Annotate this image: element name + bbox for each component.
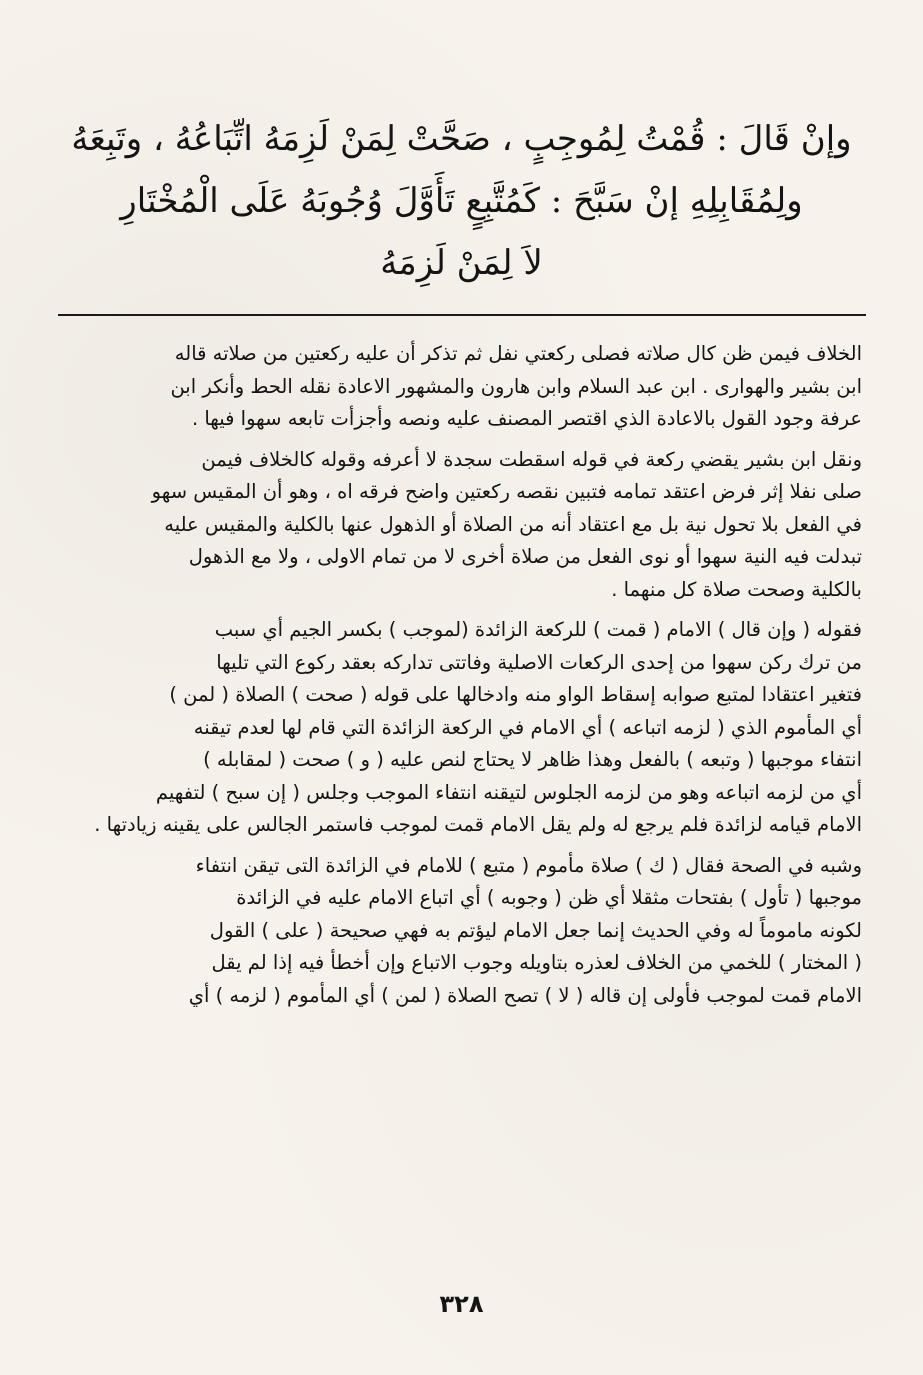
commentary-line: ابن بشير والهوارى . ابن عبد السلام وابن هارون والمشهور الاعادة نقله الحط وأنكر ابن	[170, 374, 862, 398]
commentary-line: انتفاء موجبها ( وتبعه ) بالفعل وهذا ظاهر لا يحتاج لنص عليه ( و ) صحت ( لمقابله )	[203, 748, 862, 771]
paragraph-gap	[62, 436, 862, 444]
commentary-line: أي المأموم الذي ( لزمه اتباعه ) أي الامام في الركعة الزائدة التي قام لها لعدم تيقنه	[193, 715, 862, 739]
verse-line: وإنْ قَالَ : قُمْتُ لِمُوجِبٍ ، صَحَّتْ لِمَنْ لَزِمَهُ اتِّبَاعُهُ ، وتَبِعَهُ	[71, 119, 852, 159]
commentary-line: الخلاف فيمن ظن كال صلاته فصلى ركعتي نفل ثم تذكر أن عليه ركعتين من صلاته قاله	[174, 342, 862, 365]
commentary-paragraph	[62, 614, 862, 842]
commentary-line: لكونه ماموماً له وفي الحديث إنما جعل الامام ليؤتم به فهي صحيحة ( على ) القول	[209, 918, 862, 942]
verse-line: ولِمُقَابِلِهِ إنْ سَبَّحَ : كَمُتَّبِعٍ تَأَوَّلَ وُجُوبَهُ عَلَى الْمُخْتَارِ	[120, 181, 803, 221]
commentary-line: ( المختار ) للخمي من الخلاف لعذره بتاويله وجوب الاتباع وإن أخطأ فيه إذا لم يقل	[211, 951, 862, 974]
commentary-line: أي من لزمه اتباعه وهو من لزمه الجلوس لتيقنه انتفاء الموجب وجلس ( إن سبح ) لتفهيم	[155, 780, 862, 804]
commentary-line: من ترك ركن سهوا من إحدى الركعات الاصلية وفاتتى تداركه بعقد ركوع التي تليها	[216, 650, 862, 674]
commentary-line: الامام قمت لموجب فأولى إن قاله ( لا ) تصح الصلاة ( لمن ) أي المأموم ( لزمه ) أي	[188, 983, 862, 1007]
verse-block	[60, 108, 863, 294]
verse-line: لاَ لِمَنْ لَزِمَهُ	[380, 243, 543, 283]
commentary-line: الامام قيامه لزائدة فلم يرجع له ولم يقل الامام قمت لموجب فاستمر الجالس على يقينه زيادتها .	[94, 813, 862, 836]
commentary-line: في الفعل بلا تحول نية بل مع اعتقاد أنه من الصلاة أو الذهول عنها بالكلية والمقيس عليه	[164, 512, 862, 536]
commentary-line: عرفة وجود القول بالاعادة الذي اقتصر المصنف عليه ونصه وأجزأت تابعه سهوا فيها .	[191, 407, 862, 430]
commentary-paragraph	[62, 850, 862, 1013]
paragraph-gap	[62, 842, 862, 850]
commentary-line: فقوله ( وإن قال ) الامام ( قمت ) للركعة الزائدة (لموجب ) بكسر الجيم أي سبب	[214, 618, 862, 641]
commentary-line: صلى نفلا إثر فرض اعتقد تمامه فتبين نقصه ركعتين واضح فرقه اه ، وهو أن المقيس سهو	[151, 480, 862, 503]
commentary-line: وشبه في الصحة فقال ( ك ) صلاة مأموم ( متبع ) للامام في الزائدة التى تيقن انتفاء	[195, 853, 862, 877]
commentary-line: موجبها ( تأول ) بفتحات مثقلا أي ظن ( وجوبه ) أي اتباع الامام عليه في الزائدة	[236, 886, 862, 909]
commentary-line: فتغير اعتقادا لمتبع صوابه إسقاط الواو منه وادخالها على قوله ( صحت ) الصلاة ( لمن )	[169, 683, 862, 706]
commentary-line: تبدلت فيه النية سهوا أو نوى الفعل من صلاة أخرى لا من تمام الاولى ، ولا مع الذهول	[188, 545, 862, 568]
commentary-line: بالكلية وصحت صلاة كل منهما .	[611, 577, 862, 601]
commentary-paragraph	[62, 338, 862, 436]
commentary-paragraph	[62, 444, 862, 607]
paragraph-gap	[62, 606, 862, 614]
separator-rule	[58, 314, 866, 316]
page-number: ٣٢٨	[439, 1290, 484, 1318]
commentary-block	[62, 338, 862, 1012]
commentary-line: ونقل ابن بشير يقضي ركعة في قوله اسقطت سجدة لا أعرفه وقوله كالخلاف فيمن	[201, 447, 862, 471]
